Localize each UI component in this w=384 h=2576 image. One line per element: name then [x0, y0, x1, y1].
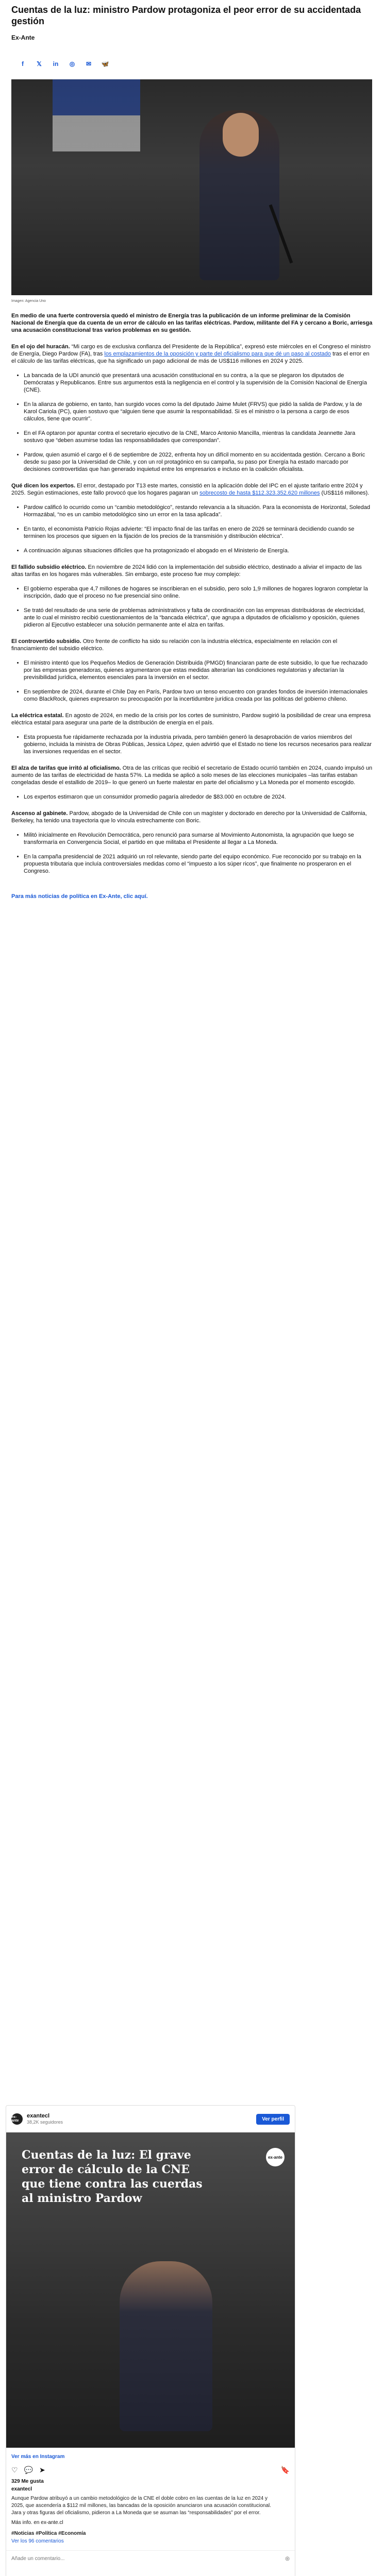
- section-2-bullets: [11, 585, 373, 629]
- ig-title-line-1: Cuentas de la luz: El grave: [22, 2148, 191, 2162]
- bullet-item: • En la campaña presidencial de 2021 adquirió un rol relevante, siendo parte del equipo económico. Fue reconocido por su trabajo en la propuesta tributaria que incluía controversiales medidas como el “impuesto a los súper ricos”, que finalmente no prosperaron en el Congreso.: [24, 853, 373, 875]
- bullet-item: • El ministro intentó que los Pequeños Medios de Generación Distribuida (PMGD) financiaran parte de este subsidio, lo que fue rechazado por las empresas generadoras, quienes argumentaron que estas medidas alterarían las condiciones regulatorias y afectarían la previsibilidad jurídica, elementos esenciales para la inversión en el sector.: [24, 659, 373, 681]
- ig-person-shape: [120, 2261, 212, 2431]
- section-3-bullets: [11, 659, 373, 703]
- bullet-item: • Pardow, quien asumió el cargo el 6 de septiembre de 2022, enfrenta hoy un difícil momento en su accidentada gestión. Cercano a Boric desde su paso por la Universidad de Chile, y con un rol protagónico en su campaña, su paso por Energía ha estado marcado por decisiones controvertidas que han generado inquietud entre los empresarios e incluso en la coalición oficialista.: [24, 451, 373, 473]
- section-1-text: El error, destapado por T13 este martes, consistió en la aplicación doble del IPC en el ajuste tarifario entre 2024 y 2025. Según estimaciones, este fallo provocó que los hogares pagaran un: [11, 483, 363, 496]
- bluesky-icon[interactable]: 🦋: [101, 60, 109, 67]
- ig-username-block: [27, 2113, 63, 2125]
- bullet-item: • En la alianza de gobierno, en tanto, han surgido voces como la del diputado Jaime Mulet (FRVS) que pidió la salida de Pardow, y la de Karol Cariola (PC), quien sostuvo que “alguien tiene que asumir la responsabilidad. Si es el ministro o la persona a cargo de esos cálculos, tiene que ocurrir”.: [24, 401, 373, 422]
- hero-image: [11, 79, 372, 295]
- section-2-paragraph: [11, 564, 373, 578]
- ig-add-comment[interactable]: [6, 2550, 295, 2567]
- ig-view-comments[interactable]: Ver los 96 comentarios: [11, 2538, 64, 2544]
- section-0-bullets: [11, 372, 373, 473]
- section-0-text-after: tras el error en el cálculo de las tarifas eléctricas, que ha significado un pago adicional de más de US$116 millones en 2024 y 2025.: [11, 351, 370, 364]
- bookmark-icon[interactable]: 🔖: [280, 2466, 290, 2474]
- section-3-text: Otro frente de conflicto ha sido su relación con la industria eléctrica, especialmente en relación con el financiamiento del subsidio eléctrico.: [11, 638, 338, 652]
- bullet-item: • El gobierno esperaba que 4,7 millones de hogares se inscribieran en el subsidio, pero solo 1,9 millones de hogares lograron completar la inscripción, dado que el proceso no fue presencial sino online.: [24, 585, 373, 600]
- email-icon[interactable]: ✉: [86, 60, 92, 67]
- section-1-text-after: (US$116 millones).: [320, 490, 370, 496]
- section-2-text: En noviembre de 2024 lidió con la implementación del subsidio eléctrico, destinado a aliviar el impacto de las altas tarifas en los hogares más vulnerables. Sin embargo, este proceso fue muy complejo:: [11, 564, 362, 578]
- facebook-icon[interactable]: f: [22, 60, 24, 67]
- section-0-title: En el ojo del huracán.: [11, 344, 70, 350]
- section-6-bullets: [11, 832, 373, 875]
- section-2-title: El fallido subsidio eléctrico.: [11, 564, 87, 570]
- article-author[interactable]: Ex-Ante: [11, 34, 35, 41]
- ig-username[interactable]: exantecl: [27, 2113, 50, 2119]
- instagram-embed: [6, 2105, 295, 2576]
- hero-flag-shape: [53, 79, 140, 151]
- more-politics-link[interactable]: Para más noticias de política en Ex-Ante, clic aquí.: [11, 893, 148, 900]
- share-bar: [19, 60, 373, 68]
- bullet-item: • La bancada de la UDI anunció que presentará una acusación constitucional en su contra, a la que se plegaron los diputados de Demócratas y Republicanos. Entre sus argumentos está la negligencia en el control y la supervisión de la Comisión Nacional de Energía (CNE).: [24, 372, 373, 394]
- section-4-title: La eléctrica estatal.: [11, 713, 64, 719]
- bullet-item: • A continuación algunas situaciones difíciles que ha protagonizado el abogado en el Ministerio de Energía.: [24, 547, 373, 554]
- section-4-text: En agosto de 2024, en medio de la crisis por los cortes de suministro, Pardow sugirió la posibilidad de crear una empresa eléctrica estatal para asegurar una parte de la distribución de energía en el país.: [11, 713, 371, 726]
- section-1-link[interactable]: sobrecosto de hasta $112.323.352.620 millones: [199, 490, 320, 496]
- section-0-text: “Mi cargo es de exclusiva confianza del Presidente de la República”, expresó este miércoles en el Congreso el ministro de Energía, Diego Pardow (FA), tras: [11, 344, 371, 357]
- section-3-paragraph: [11, 638, 373, 652]
- section-0-link[interactable]: los emplazamientos de la oposición y parte del oficialismo para que dé un paso al costado: [104, 351, 331, 357]
- hero-caption: Imagen: Agencia Uno: [11, 299, 46, 303]
- section-3-title: El controvertido subsidio.: [11, 638, 81, 645]
- ig-actions: [6, 2463, 295, 2478]
- ig-see-more-link[interactable]: Ver más en Instagram: [11, 2454, 65, 2460]
- section-5-bullets: [11, 793, 373, 801]
- section-1-bullets: [11, 504, 373, 554]
- article: [0, 0, 384, 900]
- share-icon[interactable]: ➤: [39, 2466, 45, 2474]
- instagram-icon: ◎: [285, 2556, 290, 2562]
- twitter-x-icon[interactable]: 𝕏: [37, 60, 42, 67]
- section-0-paragraph: [11, 343, 373, 365]
- section-6-text: Pardow, abogado de la Universidad de Chile con un magíster y doctorado en derecho por la Universidad de California, Berkeley, ha tenido una trayectoria que lo vincula estrechamente con Boric.: [11, 810, 367, 824]
- bullet-item: • Pardow calificó lo ocurrido como un “cambio metodológico”, restando relevancia a la situación. Para la economista de Horizontal, Soledad Hormazábal, “no es un cambio metodológico sino un error en la tasa aplicada”.: [24, 504, 373, 518]
- bullet-item: • En el FA optaron por apuntar contra el secretario ejecutivo de la CNE, Marco Antonio Mancilla, mientras la candidata Jeannette Jara sostuvo que “deben asumirse todas las responsabilidades que correspondan”.: [24, 430, 373, 444]
- bullet-item: • Esta propuesta fue rápidamente rechazada por la industria privada, pero también generó la desaprobación de varios miembros del gobierno, incluida la ministra de Obras Públicas, Jessica López, quien advirtió que el Estado no tiene los recursos necesarios para realizar las inversiones requeridas en el sector.: [24, 734, 373, 755]
- article-headline: Cuentas de la luz: ministro Pardow protagoniza el peor error de su accidentada gestión: [11, 5, 361, 26]
- ig-title-line-2: error de cálculo de la CNE: [22, 2163, 190, 2176]
- ig-more-info[interactable]: Más info. en ex-ante.cl: [11, 2520, 63, 2526]
- section-5-paragraph: [11, 765, 373, 786]
- section-5-text: Otra de las críticas que recibió el secretario de Estado ocurrió también en 2024, cuando impulsó un aumento de las tarifas de electricidad de hasta 57%. La medida se aplicó a solo meses de las elecciones municipales –las tarifas estaban congeladas desde el estallido de 2019– lo que generó un fuerte malestar en parte del oficialismo y La Moneda por el momento escogido.: [11, 765, 373, 786]
- bullet-item: • Militó inicialmente en Revolución Democrática, pero renunció para sumarse al Movimiento Autonomista, la agrupación que luego se transformaría en Convergencia Social, el partido en que militaba el Presidente al llegar a La Moneda.: [24, 832, 373, 846]
- ig-header: [6, 2106, 295, 2132]
- ig-add-comment-text[interactable]: Añade un comentario...: [11, 2556, 65, 2562]
- ig-title-line-4: al ministro Pardow: [22, 2192, 142, 2205]
- section-4-bullets: [11, 734, 373, 755]
- section-1-paragraph: [11, 482, 373, 497]
- bullet-item: • En tanto, el economista Patricio Rojas advierte: “El impacto final de las tarifas en enero de 2026 se terminará decidiendo cuando se terminen los procesos que siguen en la fijación de los precios de la transmisión y distribución eléctrica”.: [24, 526, 373, 540]
- bullet-item: • En septiembre de 2024, durante el Chile Day en París, Pardow tuvo un tenso encuentro con grandes fondos de inversión internacionales como BlackRock, quienes expresaron su preocupación por la incertidumbre jurídica creada por las políticas del gobierno chileno.: [24, 688, 373, 703]
- whatsapp-icon[interactable]: ◎: [69, 60, 75, 67]
- article-lead: En medio de una fuerte controversia quedó el ministro de Energía tras la publicación de un informe preliminar de la Comisión Nacional de Energía que da cuenta de un error de cálculo en las tarifas eléctricas. Pardow, militante del FA y cercano a Boric, arriesga una acusación constitucional tras varios problemas en su gestión.: [11, 313, 373, 333]
- ig-caption-text: Aunque Pardow atribuyó a un cambio metodológico de la CNE el doble cobro en las cuentas de la luz en 2024 y 2025, que ascendería a $112 mil millones, las bancadas de la oposición anunciaron una acusación constitucional. Jara y otras figuras del oficialismo, pidieron a La Moneda que se asuman las “responsabilidades” por el error.: [11, 2496, 272, 2516]
- ig-title-line-3: que tiene contra las cuerdas: [22, 2177, 203, 2191]
- linkedin-icon[interactable]: in: [53, 60, 59, 67]
- ig-caption-username[interactable]: exantecl: [11, 2486, 32, 2492]
- ig-avatar[interactable]: ex-ante: [11, 2113, 23, 2125]
- section-1-title: Qué dicen los expertos.: [11, 483, 76, 489]
- section-5-title: El alza de tarifas que irritó al oficialismo.: [11, 765, 121, 771]
- ig-view-profile-button[interactable]: Ver perfil: [256, 2114, 290, 2125]
- ig-image-logo: ex-ante: [266, 2148, 285, 2166]
- ig-followers: 38,2K seguidores: [27, 2120, 63, 2125]
- ig-likes: 329 Me gusta: [11, 2479, 44, 2484]
- ig-post-image[interactable]: [6, 2132, 295, 2448]
- comment-icon[interactable]: 💬: [24, 2466, 33, 2474]
- section-4-paragraph: [11, 712, 373, 726]
- section-6-paragraph: [11, 810, 373, 824]
- hero-face-shape: [223, 113, 259, 157]
- ig-image-title: [22, 2148, 238, 2206]
- section-6-title: Ascenso al gabinete.: [11, 810, 68, 817]
- ig-tags[interactable]: #Noticias #Política #Economía: [11, 2531, 86, 2536]
- bullet-item: • Los expertos estimaron que un consumidor promedio pagaría alrededor de $83.000 en octubre de 2024.: [24, 793, 373, 801]
- heart-icon[interactable]: ♡: [11, 2466, 18, 2474]
- bullet-item: • Se trató del resultado de una serie de problemas administrativos y falta de coordinación con las empresas distribuidoras de electricidad, ante lo cual el ministro recibió cuestionamientos de la “bancada eléctrica”, que agrupa a diputados de oficialismo y oposición, quienes pidieron al Ejecutivo establecer una solución permanente ante el alza en tarifas.: [24, 607, 373, 629]
- article-sections: [11, 343, 373, 875]
